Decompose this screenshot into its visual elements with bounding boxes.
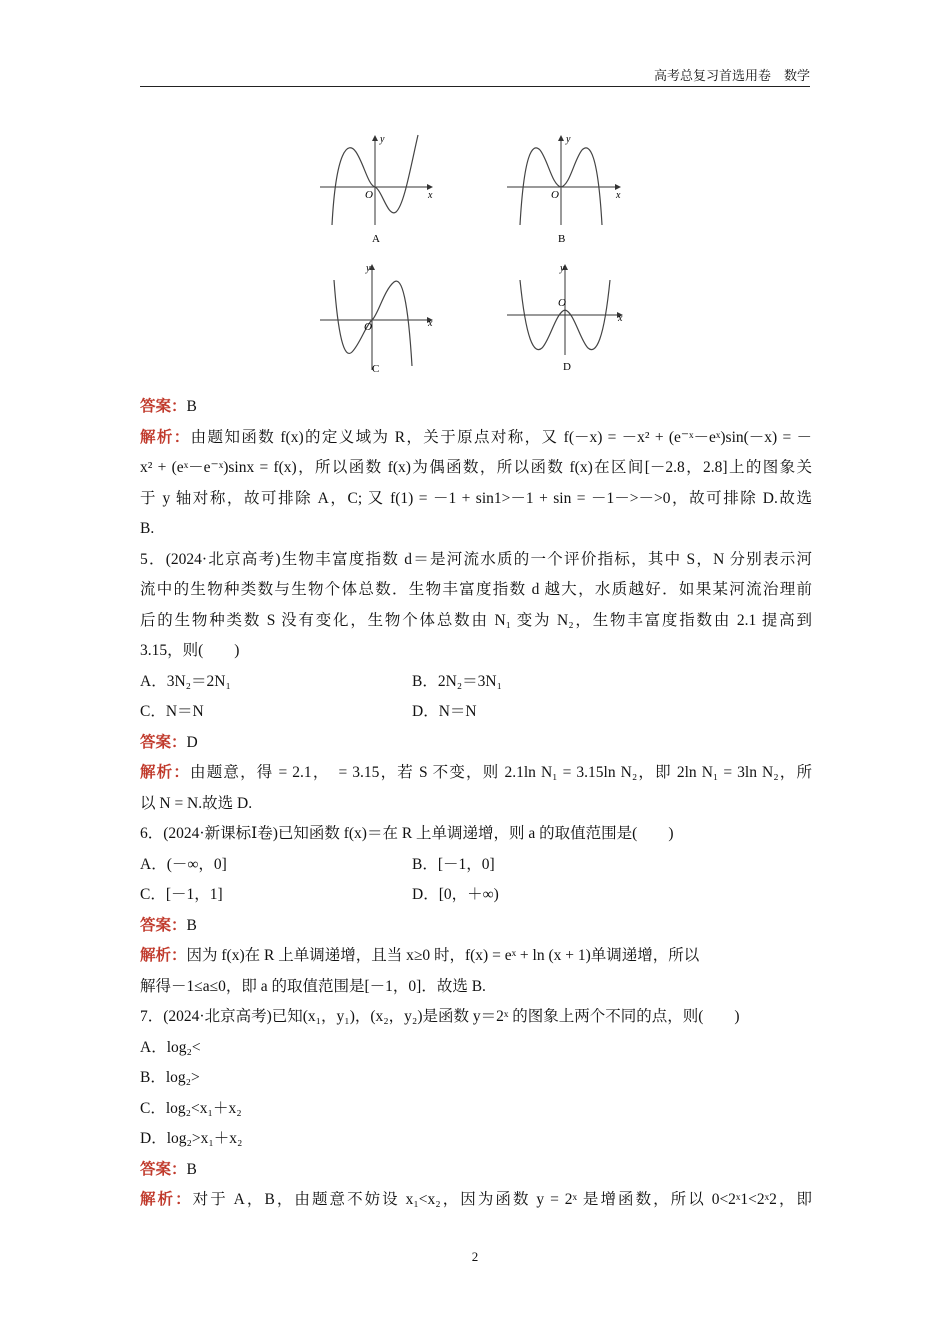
q5-answer xyxy=(140,728,812,759)
option-c: C．[－1，1] xyxy=(140,886,223,903)
q4-analysis-line: x² + (eˣ－e⁻ˣ)sinx = f(x)，所以函数 f(x)为偶函数，所以函数 f(x)在区间[－2.8，2.8]上的图象关 xyxy=(140,459,812,476)
graph-label-b: B xyxy=(558,233,566,245)
q4-analysis-line: B. xyxy=(140,520,155,537)
y-axis-label: y xyxy=(566,134,571,145)
q6-options-row xyxy=(140,850,812,881)
q7-option-d: D．log₂>x₁＋x₂ xyxy=(140,1130,243,1147)
x-axis-label: x xyxy=(618,313,623,324)
option-c: C．N＝N xyxy=(140,703,204,720)
page-number: 2 xyxy=(471,1249,479,1264)
q7-analysis-line xyxy=(140,1185,812,1216)
graph-label-a: A xyxy=(372,233,380,245)
q5-options-row xyxy=(140,697,812,728)
q7-option-a: A．log₂< xyxy=(140,1038,201,1056)
y-axis-label: y xyxy=(560,263,565,274)
q6-stem: 6．(2024·新课标Ⅰ卷)已知函数 f(x)＝在 R 上单调递增，则 a 的取值范围是( ) xyxy=(140,825,674,842)
q6-answer xyxy=(140,911,812,942)
q4-analysis-line: 于 y 轴对称，故可排除 A，C; 又 f(1) = －1 + sin1>－1 + sin = －1－>－>0，故可排除 D.故选 xyxy=(140,489,812,507)
answer-value: B xyxy=(186,398,197,415)
q6-analysis-line xyxy=(140,941,812,972)
answer-label: 答案： xyxy=(140,916,187,934)
option-a: A．(－∞，0] xyxy=(140,855,227,873)
x-axis-label: x xyxy=(428,318,433,329)
page-content xyxy=(140,392,812,1216)
function-graph-options xyxy=(300,130,650,380)
x-axis-label: x xyxy=(616,190,621,201)
answer-label: 答案： xyxy=(140,398,187,415)
graph-c xyxy=(320,263,433,375)
option-b: B．[－1，0] xyxy=(412,855,495,873)
origin-label: O xyxy=(558,297,566,309)
curve-c xyxy=(334,280,412,366)
origin-label: O xyxy=(365,189,373,201)
q7-stem: 7．(2024·北京高考)已知(x₁，y₁)，(x₂，y₂)是函数 y＝2ˣ 的图象上两个不同的点，则( ) xyxy=(140,1008,740,1025)
q5-stem-line: 流中的生物种类数与生物个体总数．生物丰富度指数 d 越大，水质越好．如果某河流治理前 xyxy=(140,581,812,598)
answer-value: B xyxy=(186,916,197,934)
analysis-label: 解析： xyxy=(140,947,187,964)
option-a: A．3N₂＝2N₁ xyxy=(140,672,231,690)
answer-label: 答案： xyxy=(140,1160,187,1178)
q6-options-row xyxy=(140,880,812,911)
answer-value: B xyxy=(186,1160,197,1178)
analysis-label: 解析： xyxy=(140,1191,193,1208)
q5-stem-line: 后的生物种类数 S 没有变化，生物个体总数由 N₁ 变为 N₂，生物丰富度指数由 2.1 提高到 xyxy=(140,611,812,629)
analysis-label: 解析： xyxy=(140,764,191,781)
analysis-text: 因为 f(x)在 R 上单调递增，且当 x≥0 时，f(x) = eˣ + ln (x + 1)单调递增，所以 xyxy=(186,947,700,964)
page-header: 高考总复习首选用卷 数学 xyxy=(140,68,810,87)
q7-option-c: C．log₂<x₁＋x₂ xyxy=(140,1099,242,1117)
answer-value: D xyxy=(186,733,198,751)
option-b: B．2N₂＝3N₁ xyxy=(412,672,503,690)
q6-analysis-line: 解得－1≤a≤0，即 a 的取值范围是[－1，0]．故选 B. xyxy=(140,977,486,995)
graph-d xyxy=(507,263,623,373)
q7-option-b: B．log₂> xyxy=(140,1069,200,1086)
graph-figure xyxy=(300,130,650,380)
q5-analysis-line: 以 N = N.故选 D. xyxy=(140,794,253,812)
graph-label-d: D xyxy=(563,361,571,373)
q4-analysis-line xyxy=(140,423,812,454)
graph-b xyxy=(507,134,621,245)
q5-options-row xyxy=(140,667,812,698)
y-axis-label: y xyxy=(380,134,385,145)
analysis-text: 由题意，得 = 2.1， = 3.15，若 S 不变，则 2.1ln N₁ = 3.15ln N₂，即 2ln N₁ = 3ln N₂，所 xyxy=(190,764,812,781)
q5-stem-line: 5．(2024·北京高考)生物丰富度指数 d＝是河流水质的一个评价指标，其中 S，N 分别表示河 xyxy=(140,550,812,568)
origin-label: O xyxy=(551,189,559,201)
analysis-text: 由题知函数 f(x)的定义域为 R，关于原点对称，又 f(－x) = －x² + (e⁻ˣ－eˣ)sin(－x) = － xyxy=(190,428,812,446)
q5-analysis-line xyxy=(140,758,812,789)
option-d: D．[0，＋∞) xyxy=(412,886,499,903)
analysis-text: 对于 A，B，由题意不妨设 x₁<x₂，因为函数 y = 2ˣ 是增函数，所以 0<2ˣ1<2ˣ2，即 xyxy=(192,1191,812,1208)
answer-label: 答案： xyxy=(140,733,187,751)
origin-label: O xyxy=(364,321,372,333)
q5-stem-line: 3.15，则( ) xyxy=(140,642,240,659)
graph-a xyxy=(320,134,433,245)
option-d: D．N＝N xyxy=(412,703,477,720)
analysis-label: 解析： xyxy=(140,428,191,446)
q4-answer xyxy=(140,392,812,423)
y-axis-label: y xyxy=(366,263,371,274)
graph-label-c: C xyxy=(372,363,380,375)
q7-answer xyxy=(140,1155,812,1186)
x-axis-label: x xyxy=(428,190,433,201)
